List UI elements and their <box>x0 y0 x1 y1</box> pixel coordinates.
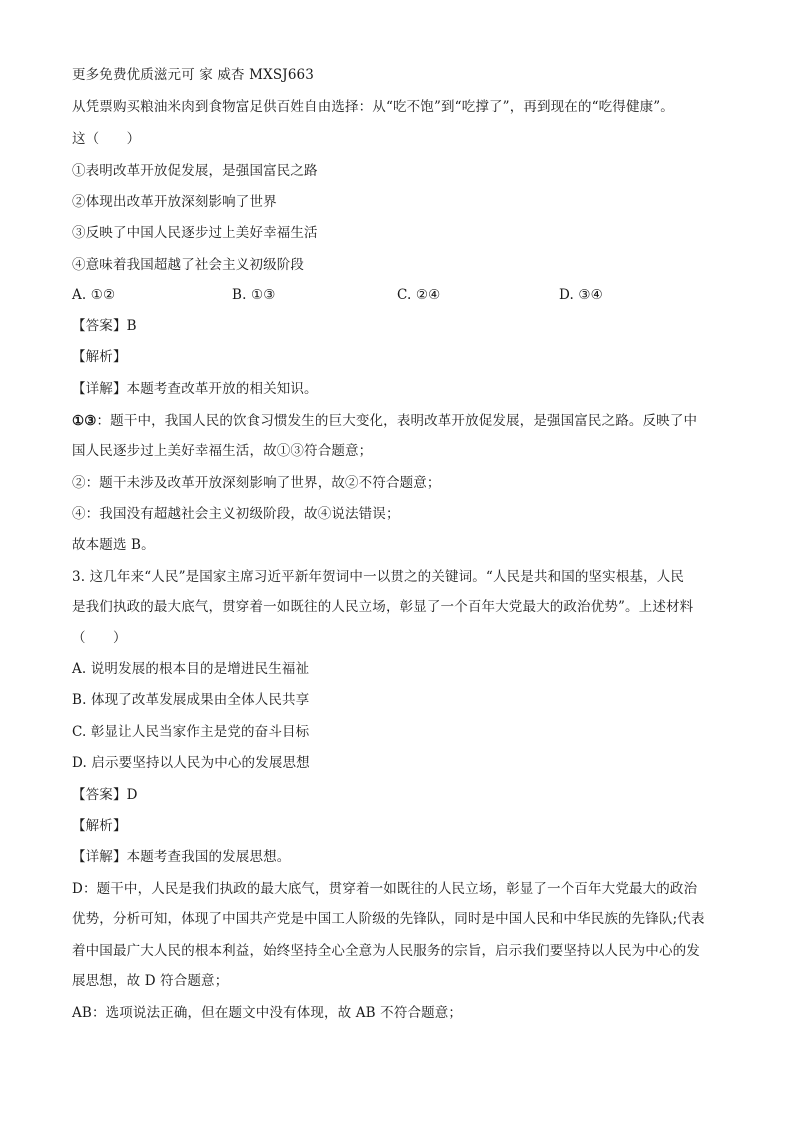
q3-explanation-line-1: D：题干中，人民是我们执政的最大底气，贯穿着一如既往的人民立场，彰显了一个百年大党最大的政治 <box>72 881 698 897</box>
q3-option-d: D. 启示要坚持以人民为中心的发展思想 <box>72 755 310 771</box>
q2-explanation-line-2: 国人民逐步过上美好幸福生活，故①③符合题意； <box>72 443 373 459</box>
q2-stem-line-2: 这（ ） <box>72 131 141 147</box>
q2-option-d: D. ③④ <box>559 287 603 303</box>
q2-option-b: B. ①③ <box>232 287 276 303</box>
q3-option-a: A. 说明发展的根本目的是增进民生福祉 <box>72 661 310 677</box>
q3-explanation-line-2: 优势，分析可知，体现了中国共产党是中国工人阶级的先锋队，同时是中国人民和中华民族的先锋队;代表 <box>72 911 705 927</box>
q3-explanation-line-5: AB：选项说法正确，但在题文中没有体现，故 AB 不符合题意； <box>72 1005 463 1021</box>
q2-options-row <box>72 286 722 304</box>
q2-item-4: ④意味着我国超越了社会主义初级阶段 <box>72 257 305 273</box>
q3-explanation-line-4: 展思想，故 D 符合题意； <box>72 973 229 989</box>
q2-option-a: A. ①② <box>72 287 116 303</box>
q2-explanation-line-1 <box>72 412 697 430</box>
q2-detail: 【详解】本题考查改革开放的相关知识。 <box>72 381 318 397</box>
q2-stem-line-1: 从凭票购买粮油米肉到食物富足供百姓自由选择：从“吃不饱”到“吃撑了”，再到现在的“吃得健康”。 <box>72 99 674 115</box>
q2-conclusion: 故本题选 B。 <box>72 537 155 553</box>
q2-item-1: ①表明改革开放促发展，是强国富民之路 <box>72 163 318 179</box>
q3-stem-line-3: （ ） <box>72 630 127 646</box>
q3-detail: 【详解】本题考查我国的发展思想。 <box>72 849 291 865</box>
q2-item-2: ②体现出改革开放深刻影响了世界 <box>72 194 277 210</box>
q2-explanation-prefix: ①③ <box>72 413 97 429</box>
q2-explanation-text-1: ：题干中，我国人民的饮食习惯发生的巨大变化，表明改革开放促发展，是强国富民之路。反映了中 <box>96 413 698 429</box>
q3-explanation-line-3: 着中国最广大人民的根本利益，始终坚持全心全意为人民服务的宗旨，启示我们要坚持以人民为中心的发 <box>72 943 700 959</box>
q3-stem-line-1: 3. 这几年来“人民”是国家主席习近平新年贺词中一以贯之的关键词。“人民是共和国的坚实根基，人民 <box>72 569 685 585</box>
q3-analysis-label: 【解析】 <box>72 818 127 834</box>
q3-stem-line-2: 是我们执政的最大底气，贯穿着一如既往的人民立场，彰显了一个百年大党最大的政治优势”。上述材料 <box>72 599 694 615</box>
q2-explanation-line-4: ④：我国没有超越社会主义初级阶段，故④说法错误； <box>72 506 400 522</box>
q2-answer: 【答案】B <box>72 318 137 334</box>
q3-option-c: C. 彰显让人民当家作主是党的奋斗目标 <box>72 724 310 740</box>
q3-option-b: B. 体现了改革发展成果由全体人民共享 <box>72 692 310 708</box>
q3-answer: 【答案】D <box>72 787 138 803</box>
q2-item-3: ③反映了中国人民逐步过上美好幸福生活 <box>72 225 318 241</box>
q2-explanation-line-3: ②：题干未涉及改革开放深刻影响了世界，故②不符合题意； <box>72 475 441 491</box>
q2-analysis-label: 【解析】 <box>72 349 127 365</box>
q2-option-c: C. ②④ <box>397 287 441 303</box>
header-line: 更多免费优质滋元可 家 威杏 MXSJ663 <box>72 67 315 83</box>
